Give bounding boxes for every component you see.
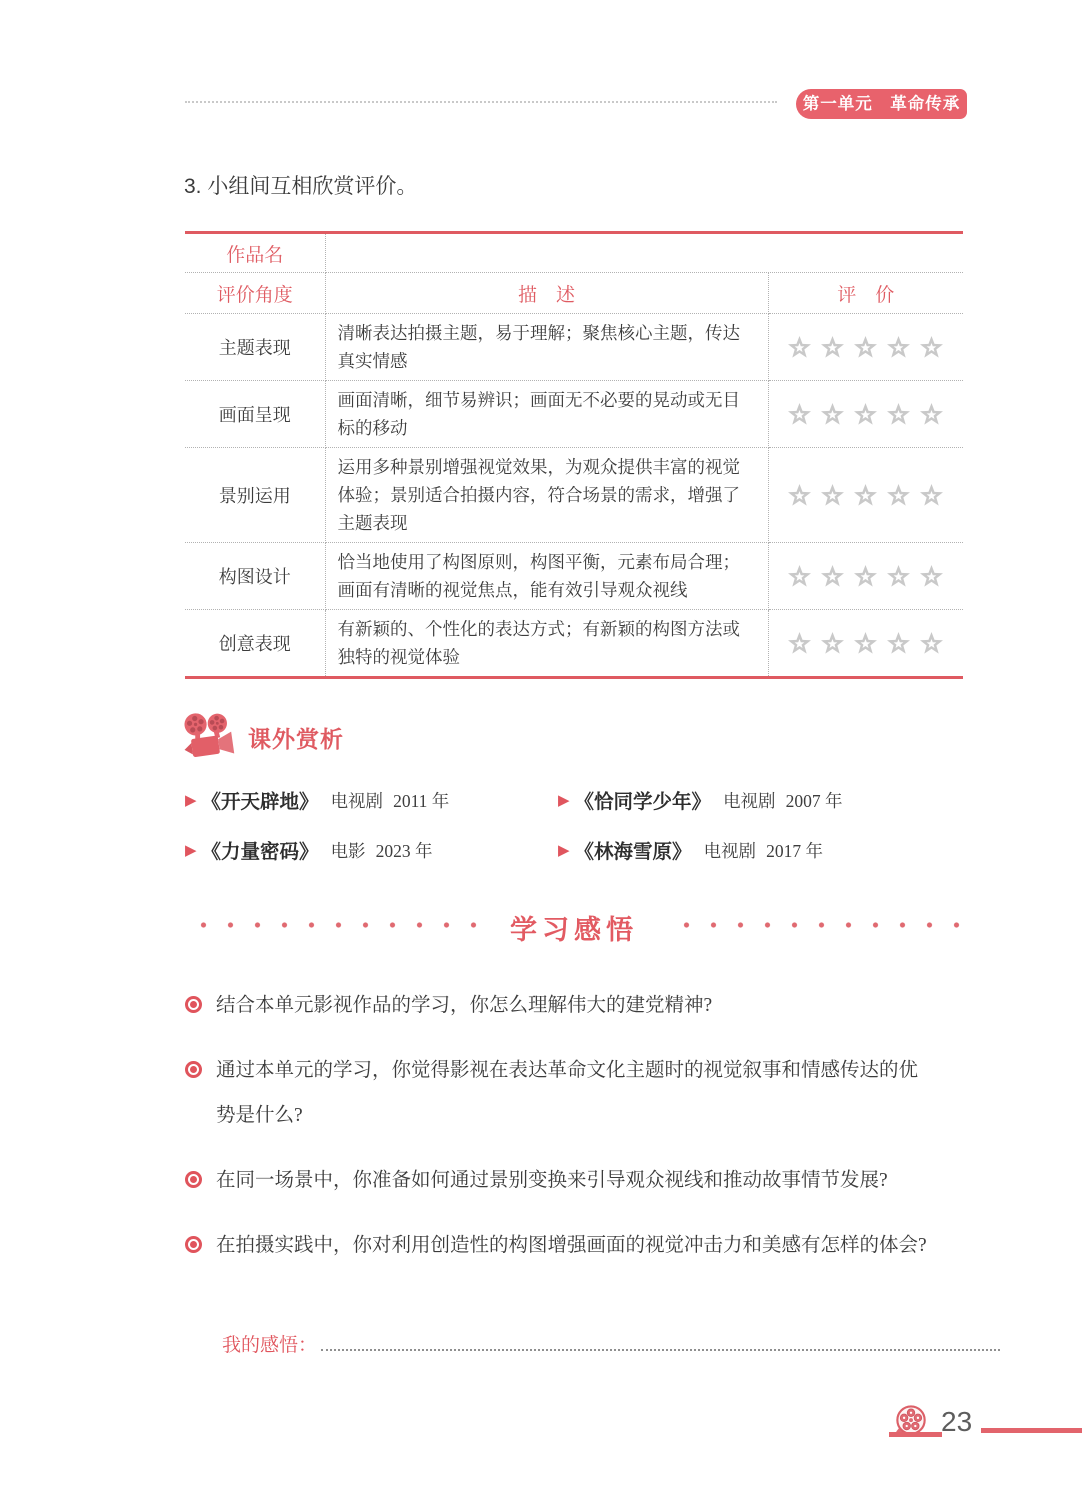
- question-text: 通过本单元的学习，你觉得影视在表达革命文化主题时的视觉叙事和情感传达的优势是什么?: [216, 1060, 919, 1126]
- star-icon: [852, 334, 879, 361]
- movie-type: 电视剧: [723, 790, 776, 811]
- movie-year: 2007 年: [785, 790, 843, 811]
- question-text: 在拍摄实践中，你对利用创造性的构图增强画面的视觉冲击力和美感有怎样的体会?: [216, 1235, 927, 1256]
- dotted-decoration-right: [668, 906, 963, 948]
- movie-year: 2017 年: [766, 840, 823, 861]
- star-icon: [852, 482, 879, 509]
- table-row: [185, 381, 963, 448]
- star-icon: [786, 334, 813, 361]
- movie-year: 2011 年: [393, 790, 450, 811]
- star-icon: [918, 401, 945, 428]
- star-icon: [819, 630, 846, 657]
- star-rating: [768, 448, 963, 543]
- target-dot-icon: [185, 996, 202, 1013]
- star-icon: [918, 630, 945, 657]
- star-icon: [918, 334, 945, 361]
- work-name-label: 作品名: [185, 233, 325, 273]
- movie-item: [558, 786, 995, 814]
- movie-type: 电视剧: [330, 790, 384, 811]
- section-heading: 3. 小组间互相欣赏评价。: [184, 175, 418, 198]
- insights-heading: 学习感悟: [510, 914, 638, 945]
- movie-camera-icon: [182, 710, 238, 764]
- movie-title: 《力量密码》: [201, 841, 319, 863]
- table-header-row: [185, 273, 963, 314]
- question-text: 结合本单元影视作品的学习，你怎么理解伟大的建党精神?: [216, 995, 713, 1016]
- reflection-row: [222, 1330, 1000, 1357]
- star-icon: [852, 401, 879, 428]
- target-dot-icon: [185, 1236, 202, 1253]
- footer-accent-line: [981, 1428, 1082, 1433]
- triangle-right-icon: ▶: [185, 791, 197, 809]
- star-icon: [852, 630, 879, 657]
- dotted-decoration-left: [185, 906, 480, 948]
- criterion-label: 构图设计: [185, 543, 325, 610]
- star-icon: [819, 563, 846, 590]
- criterion-label: 景别运用: [185, 448, 325, 543]
- description-column-header: 描 述: [325, 273, 768, 314]
- criterion-description: 有新颖的、个性化的表达方式；有新颖的构图方法或独特的视觉体验: [325, 610, 768, 678]
- page-number: 23: [941, 1406, 973, 1437]
- question-text: 在同一场景中，你准备如何通过景别变换来引导观众视线和推动故事情节发展?: [216, 1170, 888, 1191]
- star-rating: [768, 314, 963, 381]
- movie-item: [185, 786, 558, 814]
- header-dotted-rule: [185, 101, 777, 103]
- question-item: [185, 983, 975, 1028]
- movie-title: 《恰同学少年》: [574, 791, 712, 813]
- movie-item: [558, 836, 995, 864]
- star-icon: [786, 401, 813, 428]
- criterion-label: 创意表现: [185, 610, 325, 678]
- star-icon: [885, 482, 912, 509]
- insights-banner: [185, 906, 963, 948]
- star-icon: [786, 630, 813, 657]
- triangle-right-icon: ▶: [558, 791, 570, 809]
- star-icon: [918, 563, 945, 590]
- evaluation-rows: [185, 233, 963, 678]
- work-name-row: [185, 233, 963, 273]
- star-icon: [852, 563, 879, 590]
- question-item: [185, 1158, 975, 1203]
- movie-list: [185, 786, 995, 864]
- star-icon: [786, 563, 813, 590]
- evaluation-table: [185, 231, 963, 679]
- movie-year: 2023 年: [375, 840, 433, 861]
- star-rating: [768, 543, 963, 610]
- reflection-write-line: [321, 1331, 1000, 1351]
- footer-accent-bar: [889, 1432, 942, 1437]
- star-icon: [819, 482, 846, 509]
- reflection-label: 我的感悟：: [222, 1335, 318, 1356]
- star-icon: [885, 563, 912, 590]
- movie-item: [185, 836, 558, 864]
- unit-badge: 第一单元 革命传承: [796, 89, 967, 119]
- movie-type: 电影: [330, 840, 366, 861]
- criterion-description: 清晰表达拍摄主题，易于理解；聚焦核心主题，传达真实情感: [325, 314, 768, 381]
- question-item: [185, 1223, 975, 1268]
- table-row: [185, 314, 963, 381]
- triangle-right-icon: ▶: [185, 841, 197, 859]
- star-icon: [885, 630, 912, 657]
- movie-title: 《林海雪原》: [574, 841, 692, 863]
- star-icon: [885, 334, 912, 361]
- movie-title: 《开天辟地》: [201, 791, 319, 813]
- table-row: [185, 543, 963, 610]
- rating-column-header: 评 价: [768, 273, 963, 314]
- criterion-description: 运用多种景别增强视觉效果，为观众提供丰富的视觉体验；景别适合拍摄内容，符合场景的需求，增强了主题表现: [325, 448, 768, 543]
- star-icon: [786, 482, 813, 509]
- criterion-description: 画面清晰，细节易辨识；画面无不必要的晃动或无目标的移动: [325, 381, 768, 448]
- triangle-right-icon: ▶: [558, 841, 570, 859]
- movie-type: 电视剧: [703, 840, 757, 861]
- criterion-label: 主题表现: [185, 314, 325, 381]
- star-icon: [819, 401, 846, 428]
- criterion-label: 画面呈现: [185, 381, 325, 448]
- question-list: [185, 983, 975, 1288]
- criterion-description: 恰当地使用了构图原则，构图平衡，元素布局合理；画面有清晰的视觉焦点，能有效引导观众视线: [325, 543, 768, 610]
- target-dot-icon: [185, 1061, 202, 1078]
- star-icon: [885, 401, 912, 428]
- star-rating: [768, 610, 963, 678]
- table-row: [185, 448, 963, 543]
- extracurricular-heading: 课外赏析: [248, 725, 344, 752]
- extracurricular-section: [182, 710, 344, 764]
- question-item: [185, 1048, 975, 1138]
- angle-column-header: 评价角度: [185, 273, 325, 314]
- work-name-blank-cell: [325, 233, 963, 273]
- star-icon: [819, 334, 846, 361]
- star-icon: [918, 482, 945, 509]
- star-rating: [768, 381, 963, 448]
- table-row: [185, 610, 963, 678]
- target-dot-icon: [185, 1171, 202, 1188]
